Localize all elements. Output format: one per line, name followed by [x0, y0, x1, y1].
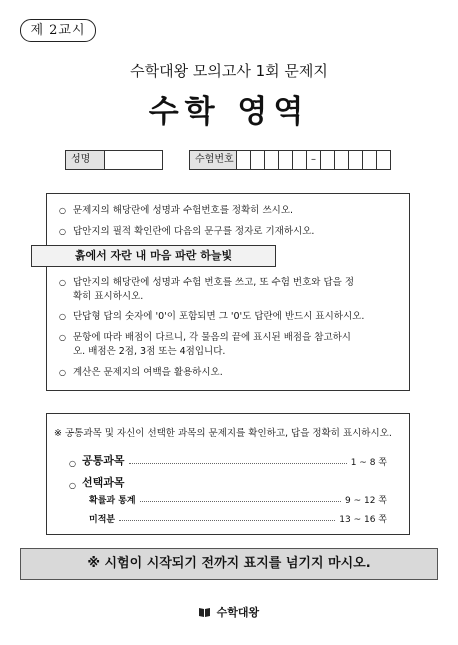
subjects-box [46, 413, 410, 535]
circle-bullet-icon: ○ [59, 312, 66, 321]
brand-name: 수학대왕 [216, 606, 260, 619]
circle-bullet-icon: ○ [59, 368, 66, 377]
instruction-item: ○ 문항에 따라 배점이 다르니, 각 물음의 끝에 표시된 배점을 참고하시오. 배점은 2점, 3점 또는 4점입니다. [59, 332, 351, 357]
exam-period-badge: 제 2교시 [20, 19, 96, 42]
name-label: 성명 [65, 150, 105, 170]
subject-row-common: ○ 공통과목 1 ~ 8 쪽 [69, 454, 387, 468]
exam-number-digit[interactable] [293, 150, 307, 170]
exam-number-row [189, 150, 391, 168]
name-input-box[interactable] [105, 150, 163, 170]
brand-footer [0, 604, 458, 620]
exam-number-dash: – [307, 150, 321, 170]
elective-row: 미적분 13 ~ 16 쪽 [89, 515, 387, 525]
name-field-row [65, 150, 163, 168]
dotted-leader [119, 520, 335, 521]
dotted-leader [140, 501, 341, 502]
exam-number-digit[interactable] [237, 150, 251, 170]
circle-bullet-icon: ○ [59, 227, 66, 236]
exam-number-digit[interactable] [279, 150, 293, 170]
book-logo-icon [199, 607, 210, 617]
exam-number-label: 수험번호 [189, 150, 237, 170]
instructions-box [46, 193, 410, 391]
exam-number-digit[interactable] [349, 150, 363, 170]
exam-number-digit[interactable] [377, 150, 391, 170]
elective-row: 확률과 통계 9 ~ 12 쪽 [89, 496, 387, 506]
subjects-intro: ※ 공통과목 및 자신이 선택한 과목의 문제지를 확인하고, 답을 정확히 표시하시오. [54, 428, 392, 439]
exam-number-digit[interactable] [335, 150, 349, 170]
circle-bullet-icon: ○ [59, 278, 66, 287]
instruction-item: ○ 단답형 답의 숫자에 '0'이 포함되면 그 '0'도 답란에 반드시 표시하시오. [59, 311, 365, 322]
exam-number-digit[interactable] [265, 150, 279, 170]
instruction-item: ○ 답안지의 필적 확인란에 다음의 문구를 정자로 기재하시오. [59, 226, 315, 237]
circle-bullet-icon: ○ [69, 459, 76, 468]
warning-banner: ※ 시험이 시작되기 전까지 표지를 넘기지 마시오. [20, 548, 438, 580]
instruction-item: ○ 계산은 문제지의 여백을 활용하시오. [59, 367, 223, 378]
instruction-item: ○ 답안지의 해당란에 성명과 수험 번호를 쓰고, 또 수험 번호와 답을 정확히 표시하시오. [59, 277, 354, 302]
exam-subtitle: 수학대왕 모의고사 1회 문제지 [130, 62, 328, 80]
circle-bullet-icon: ○ [59, 333, 66, 342]
exam-number-digit[interactable] [363, 150, 377, 170]
exam-number-input[interactable] [237, 150, 391, 168]
subject-row-elective: ○ 선택과목 [69, 476, 125, 490]
circle-bullet-icon: ○ [59, 206, 66, 215]
instruction-item: ○ 문제지의 해당란에 성명과 수험번호를 정확히 쓰시오. [59, 205, 294, 216]
exam-number-digit[interactable] [251, 150, 265, 170]
page-title: 수학 영역 [148, 94, 310, 130]
exam-number-digit[interactable] [321, 150, 335, 170]
handwriting-phrase-box: 흙에서 자란 내 마음 파란 하늘빛 [31, 245, 276, 267]
dotted-leader [129, 463, 347, 464]
circle-bullet-icon: ○ [69, 481, 76, 490]
